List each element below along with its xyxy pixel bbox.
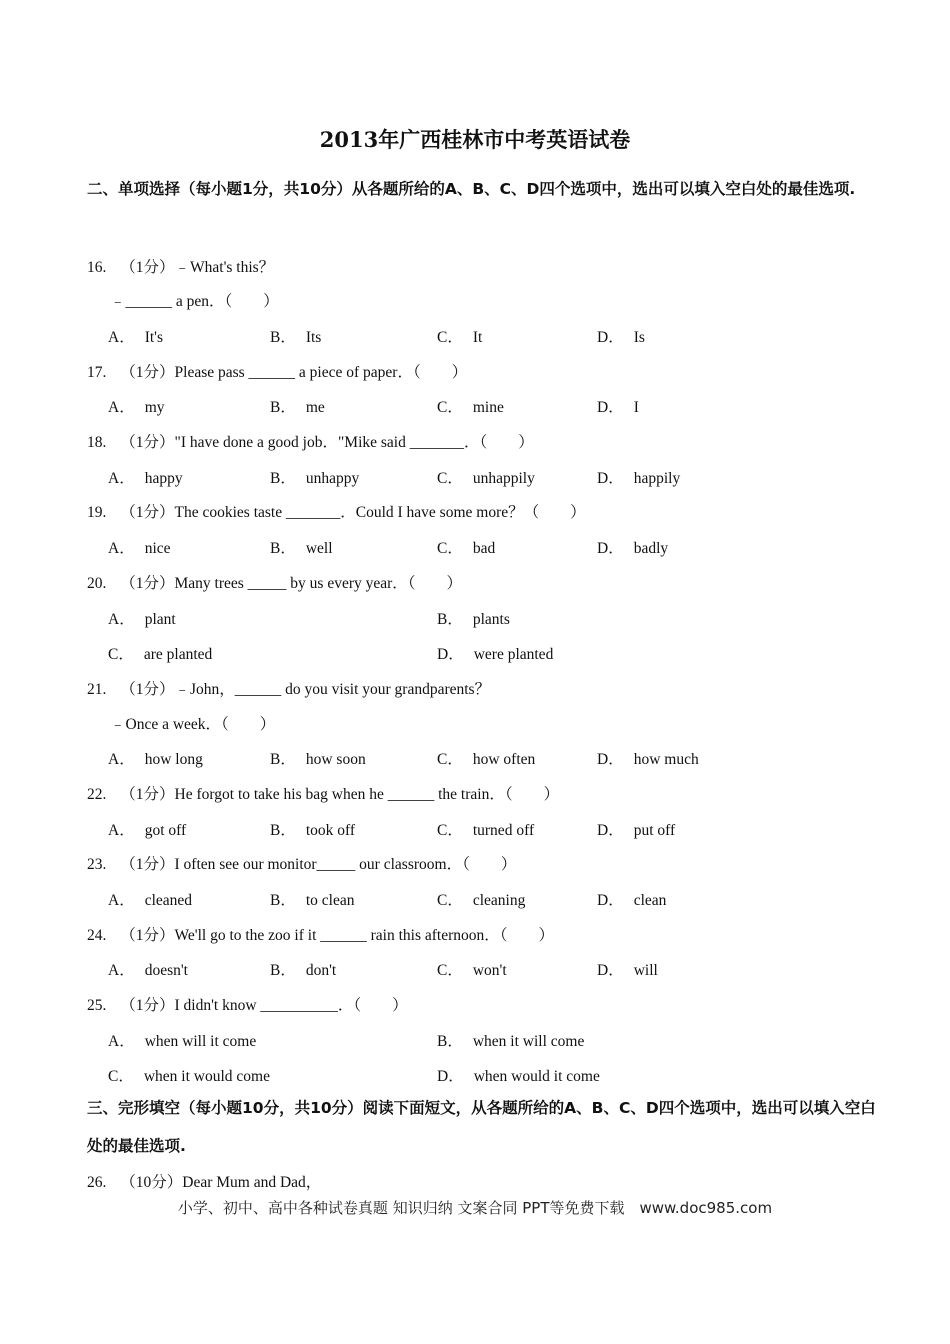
question-26 bbox=[87, 1170, 321, 1192]
option-c: C． unhappily bbox=[437, 470, 535, 487]
question-16-line2: ﹣______ a pen．（ ） bbox=[110, 293, 279, 310]
option-a: A． my bbox=[108, 399, 165, 416]
question-score: （1分） bbox=[120, 856, 175, 873]
question-score: （1分） bbox=[120, 786, 175, 803]
option-b: B． don't bbox=[270, 962, 337, 979]
option-c: C． bad bbox=[437, 540, 496, 557]
option-b: B． me bbox=[270, 399, 325, 416]
section-2-heading: 二、单项选择（每小题1分，共10分）从各题所给的A、B、C、D四个选项中，选出可以填入空白处的最佳选项. bbox=[87, 180, 856, 198]
question-number: 16. bbox=[87, 259, 107, 276]
option-b: B． to clean bbox=[270, 892, 355, 909]
option-b: B． unhappy bbox=[270, 470, 360, 487]
question-number: 25. bbox=[87, 997, 107, 1014]
question-number: 18. bbox=[87, 434, 107, 451]
question-stem: I didn't know __________．（ ） bbox=[174, 997, 408, 1014]
question-number: 19. bbox=[87, 504, 107, 521]
option-d: D． badly bbox=[597, 540, 669, 557]
question-score: （1分） bbox=[120, 997, 175, 1014]
option-a: A． cleaned bbox=[108, 892, 193, 909]
question-stem: ﹣What's this？ bbox=[174, 259, 275, 276]
option-a: A． how long bbox=[108, 751, 203, 768]
option-a: A． happy bbox=[108, 470, 183, 487]
question-stem: He forgot to take his bag when he ______ the train．（ ） bbox=[174, 786, 560, 803]
question-score: （1分） bbox=[120, 575, 175, 592]
option-d: D． happily bbox=[597, 470, 681, 487]
option-d: D． were planted bbox=[437, 646, 554, 663]
option-d: D． will bbox=[597, 962, 658, 979]
question-24 bbox=[87, 923, 554, 945]
option-d: D． put off bbox=[597, 822, 676, 839]
option-a: A． got off bbox=[108, 822, 187, 839]
question-19 bbox=[87, 500, 586, 522]
question-25 bbox=[87, 993, 408, 1015]
question-stem: ﹣John，______ do you visit your grandparents？ bbox=[174, 681, 491, 698]
option-a: A． doesn't bbox=[108, 962, 188, 979]
question-number: 23. bbox=[87, 856, 107, 873]
question-number: 24. bbox=[87, 927, 107, 944]
question-stem: I often see our monitor_____ our classroom．（ ） bbox=[174, 856, 517, 873]
option-b: B． when it will come bbox=[437, 1033, 585, 1050]
question-stem: We'll go to the zoo if it ______ rain this afternoon．（ ） bbox=[174, 927, 555, 944]
question-score: （1分） bbox=[120, 927, 175, 944]
question-23 bbox=[87, 852, 516, 874]
option-b: B． well bbox=[270, 540, 333, 557]
question-stem: Many trees _____ by us every year．（ ） bbox=[174, 575, 463, 592]
question-21 bbox=[87, 677, 490, 699]
page-footer: 小学、初中、高中各种试卷真题 知识归纳 文案合同 PPT等免费下载 www.doc985.com bbox=[177, 1199, 773, 1217]
question-score: （1分） bbox=[120, 364, 175, 381]
option-a: A． when will it come bbox=[108, 1033, 257, 1050]
question-number: 21. bbox=[87, 681, 107, 698]
page-title: 2013年广西桂林市中考英语试卷 bbox=[319, 127, 631, 152]
question-number: 22. bbox=[87, 786, 107, 803]
question-21-line2: ﹣Once a week．（ ） bbox=[110, 716, 276, 733]
question-score: （1分） bbox=[120, 259, 175, 276]
question-17 bbox=[87, 360, 467, 382]
option-b: B． Its bbox=[270, 329, 322, 346]
option-b: B． plants bbox=[437, 611, 510, 628]
option-c: C． turned off bbox=[437, 822, 535, 839]
option-a: A． It's bbox=[108, 329, 163, 346]
question-22 bbox=[87, 782, 559, 804]
question-score: （10分） bbox=[120, 1174, 183, 1191]
option-c: C． cleaning bbox=[437, 892, 526, 909]
question-stem: Please pass ______ a piece of paper．（ ） bbox=[174, 364, 468, 381]
question-18 bbox=[87, 430, 534, 452]
question-number: 26. bbox=[87, 1174, 107, 1191]
option-c: C． how often bbox=[437, 751, 536, 768]
option-b: B． took off bbox=[270, 822, 356, 839]
option-d: D． clean bbox=[597, 892, 667, 909]
option-d: D． I bbox=[597, 399, 639, 416]
option-c: C． mine bbox=[437, 399, 504, 416]
option-c: C． are planted bbox=[108, 646, 213, 663]
option-c: C． when it would come bbox=[108, 1068, 270, 1085]
question-stem: The cookies taste _______．Could I have some more？（ ） bbox=[174, 504, 586, 521]
question-16 bbox=[87, 255, 274, 277]
question-stem: Dear Mum and Dad， bbox=[182, 1174, 322, 1191]
option-c: C． won't bbox=[437, 962, 507, 979]
question-stem: "I have done a good job．"Mike said _______．（ ） bbox=[174, 434, 534, 451]
option-d: D． how much bbox=[597, 751, 699, 768]
question-number: 17. bbox=[87, 364, 107, 381]
question-score: （1分） bbox=[120, 504, 175, 521]
question-score: （1分） bbox=[120, 434, 175, 451]
option-a: A． plant bbox=[108, 611, 176, 628]
question-number: 20. bbox=[87, 575, 107, 592]
option-d: D． when would it come bbox=[437, 1068, 600, 1085]
option-a: A． nice bbox=[108, 540, 171, 557]
question-score: （1分） bbox=[120, 681, 175, 698]
option-b: B． how soon bbox=[270, 751, 366, 768]
option-c: C． It bbox=[437, 329, 483, 346]
question-20 bbox=[87, 571, 462, 593]
option-d: D． Is bbox=[597, 329, 645, 346]
section-3-heading: 三、完形填空（每小题10分，共10分）阅读下面短文，从各题所给的A、B、C、D四个选项中，选出可以填入空白处的最佳选项. bbox=[87, 1099, 876, 1155]
